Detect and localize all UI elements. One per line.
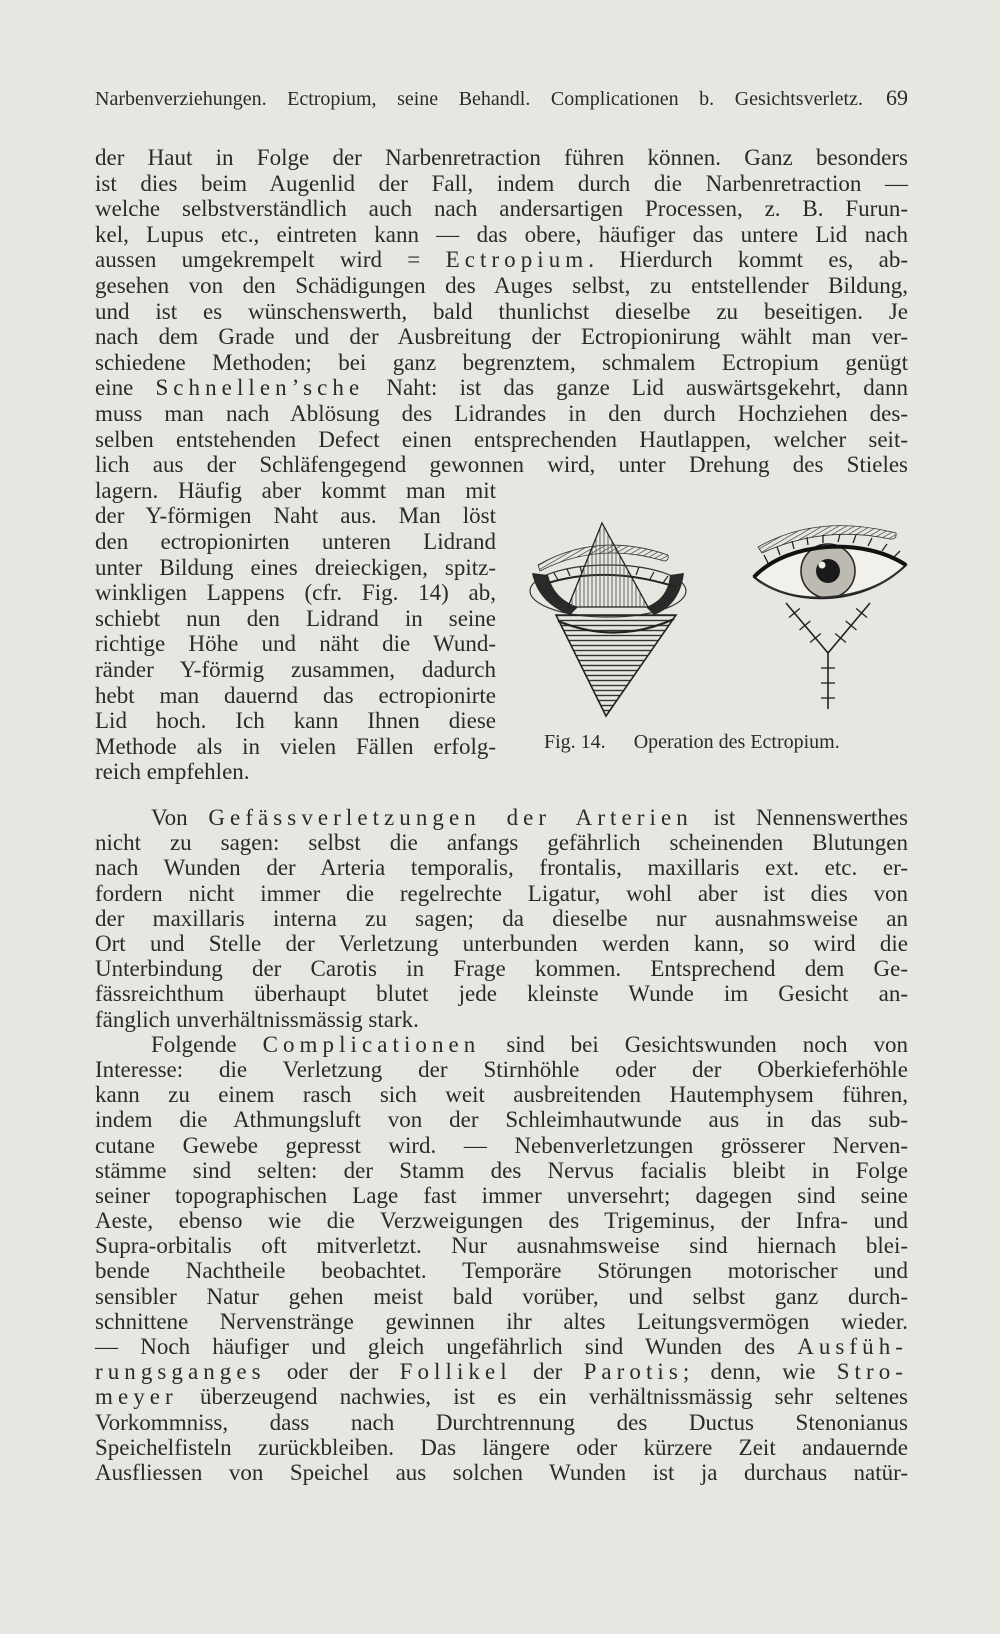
text-line: schnittene Nervenstränge gewinnen ihr altes Leitungsvermögen wieder. [95, 1308, 908, 1334]
text-line: Speichelfisteln zurückbleiben. Das längere oder kürzere Zeit andauernde [95, 1434, 908, 1460]
text-line: selben entstehenden Defect einen entsprechenden Hautlappen, welcher seit- [95, 426, 908, 452]
spaced-emphasis: Complicationen [262, 1031, 481, 1057]
spaced-emphasis: Stro- [836, 1359, 908, 1385]
paragraph-2 [95, 805, 908, 1032]
text-line [95, 1359, 908, 1384]
text-line: der Haut in Folge der Narbenretraction führen können. Ganz besonders [95, 145, 908, 170]
text-line: winkligen Lappens (cfr. Fig. 14) ab, [95, 580, 496, 606]
text-line: muss man nach Ablösung des Lidrandes in den durch Hochziehen des- [95, 400, 908, 426]
text-segment: . Hierdurch kommt es, ab- [588, 247, 908, 273]
text-segment: Folgende [151, 1031, 263, 1057]
spaced-emphasis: Schnellen’sche [155, 375, 365, 401]
running-head-title: Narbenverziehungen. Ectropium, seine Behandl. Complicationen b. Gesichtsverletz. [95, 88, 863, 110]
text-line: sensibler Natur gehen meist bald vorüber, und selbst ganz durch- [95, 1283, 908, 1309]
text-line: reich empfehlen. [95, 759, 250, 785]
text-line: richtige Höhe und näht die Wund- [95, 631, 496, 657]
spaced-emphasis: Follikel [399, 1359, 512, 1385]
text-segment: der [511, 1359, 584, 1385]
spaced-emphasis: rungsganges [95, 1359, 266, 1385]
y-suture [786, 603, 870, 709]
text-line [95, 1334, 908, 1359]
spaced-emphasis: meyer [95, 1384, 178, 1410]
text-line [95, 375, 908, 401]
text-segment: überzeugend nachwies, ist es ein verhältnissmässig sehr seltenes [177, 1384, 908, 1410]
text-segment: Naht: ist das ganze Lid auswärtsgekehrt, dann [364, 375, 908, 401]
text-line: Vorkommniss, dass nach Durchtrennung des Ductus Stenonianus [95, 1409, 908, 1435]
text-line [95, 805, 908, 830]
y-suture-result-drawing [754, 526, 906, 709]
text-line: Interesse: die Verletzung der Stirnhöhle oder der Oberkieferhöhle [95, 1056, 908, 1082]
text-line: gesehen von den Schädigungen des Auges selbst, zu entstellender Bildung, [95, 272, 908, 298]
inverted-triangle-wound [556, 615, 676, 716]
text-line: nach dem Grade und der Ausbreitung der Ectropionirung wählt man ver- [95, 324, 908, 350]
text-line: schiedene Methoden; bei ganz begrenztem, schmalem Ectropium genügt [95, 349, 908, 375]
figure-label: Fig. 14. [544, 731, 606, 753]
eye-highlight [819, 562, 826, 569]
text-line [95, 247, 908, 273]
text-line: kel, Lupus etc., eintreten kann — das obere, häufiger das untere Lid nach [95, 221, 908, 247]
text-line: stämme sind selten: der Stamm des Nervus facialis bleibt in Folge [95, 1157, 908, 1183]
shading-left [532, 573, 578, 615]
text-line: ränder Y-förmig zusammen, dadurch [95, 656, 496, 682]
spaced-emphasis: Gefässverletzungen der Arterien [208, 805, 693, 830]
text-line: Methode als in vielen Fällen erfolg- [95, 733, 496, 759]
text-segment: eine [95, 375, 156, 401]
paragraph-3 [95, 1032, 908, 1485]
text-line: hebt man dauernd das ectropionirte [95, 682, 496, 708]
paragraph-1-beside-figure [95, 478, 496, 785]
text-line: fässreichthum überhaupt blutet jede kleinste Wunde im Gesicht an- [95, 981, 908, 1007]
text-line [95, 1384, 908, 1409]
text-line [95, 1032, 908, 1057]
text-line: Aeste, ebenso wie die Verzweigungen des Trigeminus, der Infra- und [95, 1208, 908, 1234]
text-line: fänglich unverhältnissmässig stark. [95, 1006, 419, 1032]
paragraph-1-full-width [95, 145, 908, 478]
spaced-emphasis: Parotis [583, 1359, 683, 1385]
spaced-emphasis: Ausfüh- [797, 1334, 908, 1360]
text-line: lagern. Häufig aber kommt man mit [95, 477, 496, 503]
text-line: Ausfliessen von Speichel aus solchen Wunden ist ja durchaus natür- [95, 1459, 908, 1485]
page-number: 69 [886, 85, 908, 110]
text-line: welche selbstverständlich auch nach andersartigen Processen, z. B. Furun- [95, 196, 908, 222]
text-segment: — Noch häufiger und gleich ungefährlich sind Wunden des [95, 1334, 798, 1360]
text-line: nach Wunden der Arteria temporalis, frontalis, maxillaris ext. etc. er- [95, 855, 908, 881]
text-line: unter Bildung eines dreieckigen, spitz- [95, 554, 496, 580]
text-segment: sind bei Gesichtswunden noch von [480, 1031, 908, 1057]
text-line: und ist es wünschenswerth, bald thunlichst dieselbe zu beseitigen. Je [95, 298, 908, 324]
ectropium-operation-drawing [530, 523, 686, 716]
text-line: schiebt nun den Lidrand in seine [95, 605, 496, 631]
text-segment: aussen umgekrempelt wird = [95, 247, 446, 273]
figure-caption [544, 729, 884, 755]
running-head [95, 85, 908, 113]
text-segment: ist Nennenswerthes [692, 805, 908, 830]
figure-caption-text: Operation des Ectropium. [633, 731, 840, 753]
text-line: Lid hoch. Ich kann Ihnen diese [95, 708, 496, 734]
text-line: bende Nachtheile beobachtet. Temporäre Störungen motorischer und [95, 1258, 908, 1284]
text-segment: ; denn, wie [682, 1359, 837, 1385]
text-line: den ectropionirten unteren Lidrand [95, 528, 496, 554]
text-line: der Y-förmigen Naht aus. Man löst [95, 503, 496, 529]
text-line: seiner topographischen Lage fast immer unversehrt; dagegen sind seine [95, 1182, 908, 1208]
triangular-flap [568, 523, 648, 607]
text-line: cutane Gewebe gepresst wird. — Nebenverletzungen grösserer Nerven- [95, 1132, 908, 1158]
text-line: Supra-orbitalis oft mitverletzt. Nur ausnahmsweise sind hiernach blei- [95, 1233, 908, 1259]
text-segment: oder der [265, 1359, 400, 1385]
text-line: indem die Athmungsluft von der Schleimhautwunde aus in das sub- [95, 1107, 908, 1133]
text-line: ist dies beim Augenlid der Fall, indem durch die Narbenretraction — [95, 170, 908, 196]
spaced-emphasis: Ectropium [445, 247, 589, 273]
text-line: der maxillaris interna zu sagen; da dieselbe nur ausnahmsweise an [95, 905, 908, 931]
text-line: Ort und Stelle der Verletzung unterbunden werden kann, so wird die [95, 930, 908, 956]
text-segment: Von [151, 805, 209, 830]
text-line: fordern nicht immer die regelrechte Ligatur, wohl aber ist dies von [95, 880, 908, 906]
text-line: kann zu einem rasch sich weit ausbreitenden Hautemphysem führen, [95, 1082, 908, 1108]
text-line: nicht zu sagen: selbst die anfangs gefährlich scheinenden Blutungen [95, 830, 908, 856]
text-line: lich aus der Schläfengegend gewonnen wird, unter Drehung des Stieles [95, 452, 908, 478]
figure-14-illustration [518, 503, 918, 728]
text-line: Unterbindung der Carotis in Frage kommen. Entsprechend dem Ge- [95, 956, 908, 982]
